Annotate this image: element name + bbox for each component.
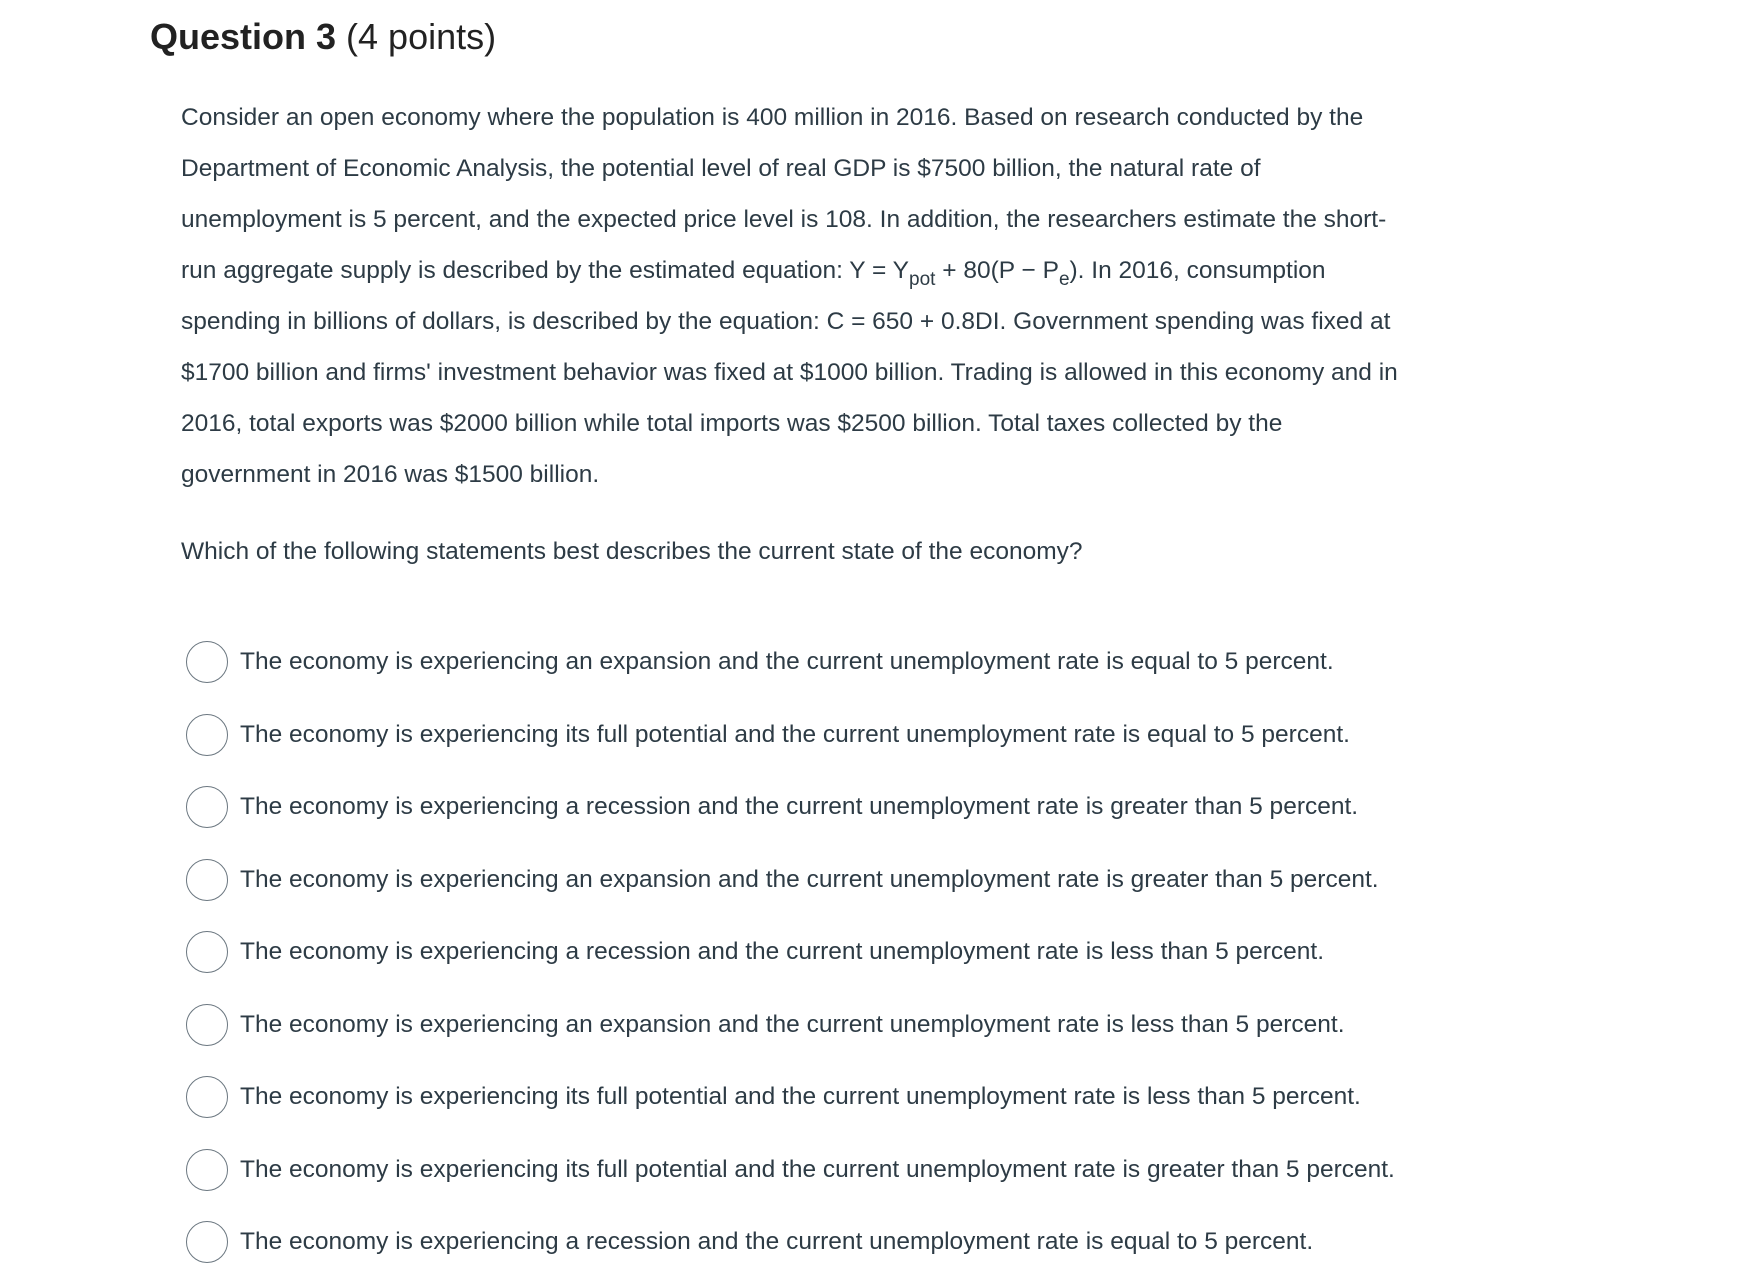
- answer-option[interactable]: [186, 699, 1636, 772]
- radio-button[interactable]: [186, 786, 228, 828]
- stem-line: Department of Economic Analysis, the potential level of real GDP is $7500 billion, the natural rate of: [181, 155, 1261, 182]
- answer-option[interactable]: [186, 1061, 1636, 1134]
- answer-option-label[interactable]: The economy is experiencing its full potential and the current unemployment rate is equal to 5 percent.: [240, 720, 1350, 748]
- answer-option-label[interactable]: The economy is experiencing an expansion and the current unemployment rate is less than 5 percent.: [240, 1010, 1345, 1038]
- answer-option-label[interactable]: The economy is experiencing an expansion and the current unemployment rate is equal to 5 percent.: [240, 648, 1334, 676]
- stem-line: $1700 billion and firms' investment behavior was fixed at $1000 billion. Trading is allowed in this economy and in: [181, 359, 1398, 386]
- subscript-e: e: [1058, 269, 1070, 290]
- stem-line: unemployment is 5 percent, and the expected price level is 108. In addition, the researchers estimate the short-: [181, 206, 1387, 233]
- stem-line-equation: [181, 245, 1521, 296]
- question-points: (4 points): [346, 16, 497, 57]
- question-stem: [181, 92, 1521, 500]
- stem-line: spending in billions of dollars, is described by the equation: C = 650 + 0.8DI. Government spending was fixed at: [181, 308, 1391, 335]
- answer-option[interactable]: [186, 844, 1636, 917]
- answer-option-label[interactable]: The economy is experiencing an expansion and the current unemployment rate is greater than 5 percent.: [240, 865, 1379, 893]
- radio-button[interactable]: [186, 641, 228, 683]
- answer-option[interactable]: [186, 916, 1636, 989]
- radio-button[interactable]: [186, 1076, 228, 1118]
- stem-line: Consider an open economy where the population is 400 million in 2016. Based on research conducted by the: [181, 104, 1364, 131]
- radio-button[interactable]: [186, 931, 228, 973]
- question-title: Question 3: [150, 16, 337, 57]
- radio-button[interactable]: [186, 714, 228, 756]
- stem-line: 2016, total exports was $2000 billion while total imports was $2500 billion. Total taxes collected by the: [181, 410, 1283, 437]
- equation-text: run aggregate supply is described by the estimated equation: Y = Y: [181, 257, 910, 284]
- equation-text: + 80(P − P: [935, 257, 1059, 284]
- answer-option[interactable]: [186, 989, 1636, 1062]
- question-prompt: Which of the following statements best describes the current state of the economy?: [181, 538, 1083, 565]
- stem-line: government in 2016 was $1500 billion.: [181, 461, 600, 488]
- radio-button[interactable]: [186, 859, 228, 901]
- radio-button[interactable]: [186, 1004, 228, 1046]
- answer-option-label[interactable]: The economy is experiencing a recession and the current unemployment rate is greater than 5 percent.: [240, 793, 1359, 821]
- answer-option-label[interactable]: The economy is experiencing its full potential and the current unemployment rate is less than 5 percent.: [240, 1083, 1361, 1111]
- radio-button[interactable]: [186, 1221, 228, 1263]
- answer-option[interactable]: [186, 1134, 1636, 1207]
- subscript-pot: pot: [909, 269, 936, 290]
- answer-option-label[interactable]: The economy is experiencing a recession and the current unemployment rate is equal to 5 percent.: [240, 1228, 1314, 1256]
- radio-button[interactable]: [186, 1149, 228, 1191]
- answer-option-label[interactable]: The economy is experiencing its full potential and the current unemployment rate is greater than 5 percent.: [240, 1155, 1395, 1183]
- question-header: [150, 16, 496, 58]
- answer-option[interactable]: [186, 626, 1636, 699]
- equation-text: ). In 2016, consumption: [1069, 257, 1326, 284]
- answer-option[interactable]: [186, 771, 1636, 844]
- answer-option-label[interactable]: The economy is experiencing a recession and the current unemployment rate is less than 5 percent.: [240, 938, 1325, 966]
- answer-options: [186, 626, 1636, 1279]
- answer-option[interactable]: [186, 1206, 1636, 1279]
